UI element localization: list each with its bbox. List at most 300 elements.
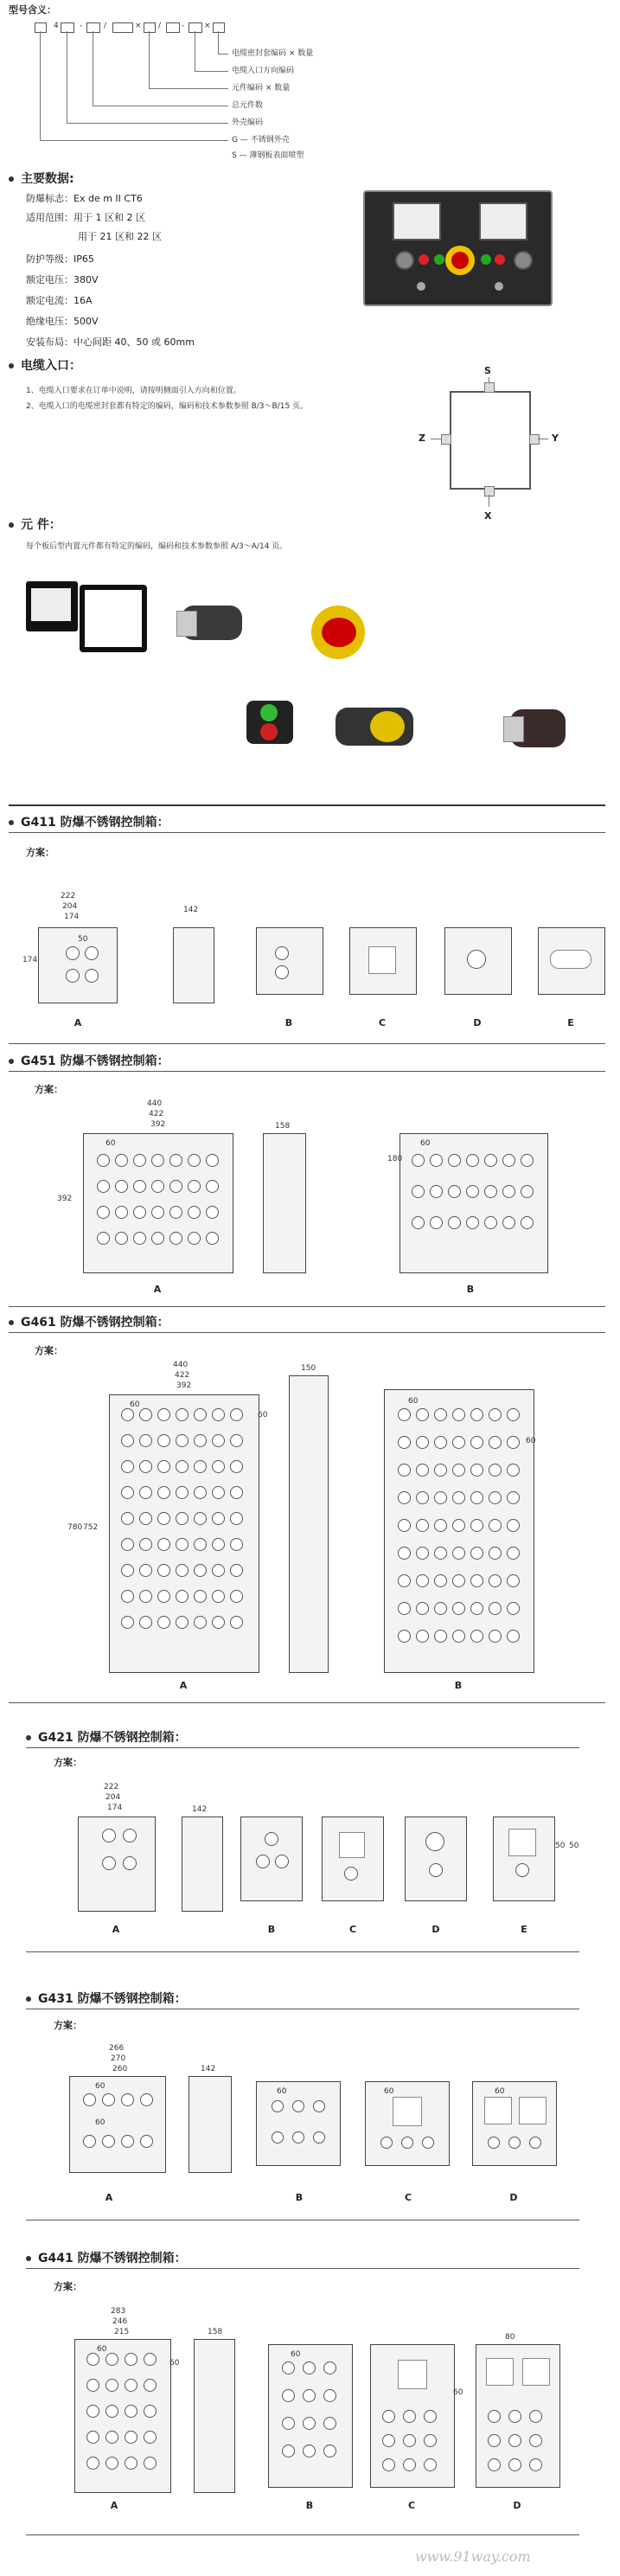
- g441-a-component-hole: [125, 2405, 137, 2418]
- g441-a-component-hole: [144, 2431, 157, 2444]
- g431-label-d: D: [509, 2192, 518, 2203]
- g451-a-component-hole: [169, 1232, 182, 1245]
- g461-a-component-hole: [139, 1590, 152, 1603]
- g461-b-component-hole: [434, 1547, 447, 1560]
- g461-b-component-hole: [416, 1547, 429, 1560]
- g461-a-component-hole: [176, 1460, 189, 1473]
- g461-b-component-hole: [452, 1436, 465, 1449]
- g461-label-b: B: [454, 1680, 463, 1691]
- g461-b-component-hole: [398, 1602, 411, 1615]
- watermark: www.91way.com: [415, 2548, 531, 2565]
- model-line-6: G — 不锈钢外壳: [232, 136, 290, 144]
- main-data-heading: 主要数据:: [9, 170, 74, 187]
- g441-label-b: B: [305, 2500, 314, 2511]
- spec-row-5: 额定电压：380V: [26, 274, 99, 285]
- yellow-button-photo: [336, 708, 413, 746]
- g461-a-component-hole: [157, 1538, 170, 1551]
- spec-row-3: 用于 21 区和 22 区: [78, 231, 162, 242]
- g441-c-component-hole: [424, 2434, 437, 2447]
- spec-row-7: 绝缘电压：500V: [26, 316, 99, 327]
- g441-b-component-hole: [282, 2417, 295, 2430]
- model-line-3: 元件编码 × 数量: [232, 84, 291, 93]
- g441-c-component-hole: [382, 2434, 395, 2447]
- g441-a-component-hole: [144, 2457, 157, 2470]
- g431-a-component-hole: [102, 2135, 115, 2148]
- g461-b-component-hole: [489, 1436, 502, 1449]
- g411-label-a: A: [74, 1017, 82, 1028]
- g461-a-component-hole: [230, 1564, 243, 1577]
- g441-d-component-hole: [529, 2434, 542, 2447]
- g461-a-component-hole: [230, 1590, 243, 1603]
- g461-b-component-hole: [489, 1574, 502, 1587]
- g461-b-component-hole: [398, 1464, 411, 1477]
- voltmeter-meter: [479, 202, 527, 240]
- g451-a-component-hole: [115, 1206, 128, 1219]
- g461-b-component-hole: [470, 1464, 483, 1477]
- g451-b-component-hole: [484, 1185, 497, 1198]
- g461-b-component-hole: [434, 1519, 447, 1532]
- g441-a-component-hole: [125, 2457, 137, 2470]
- g421-label-d: D: [431, 1924, 440, 1935]
- components-heading: 元 件：: [9, 516, 61, 533]
- model-meaning-title: 型号含义：: [9, 4, 56, 16]
- g441-c-component-hole: [403, 2434, 416, 2447]
- g461-b-component-hole: [416, 1436, 429, 1449]
- red-button-icon: [495, 254, 505, 265]
- g441-label-d: D: [513, 2500, 521, 2511]
- g441-b-component-hole: [303, 2417, 316, 2430]
- g451-b-component-hole: [502, 1154, 515, 1167]
- green-lamp-icon: [434, 254, 444, 265]
- g461-b-component-hole: [398, 1436, 411, 1449]
- spec-row-2: 适用范围：用于 1 区和 2 区: [26, 212, 145, 223]
- model-line-2: 电缆入口方向编码: [232, 67, 295, 75]
- g441-a-component-hole: [125, 2353, 137, 2366]
- g441-a-component-hole: [105, 2431, 118, 2444]
- g461-a-component-hole: [139, 1538, 152, 1551]
- g461-b-component-hole: [470, 1436, 483, 1449]
- g451-a-component-hole: [206, 1154, 219, 1167]
- g461-a-component-hole: [176, 1538, 189, 1551]
- g411-label-e: E: [567, 1017, 574, 1028]
- g461-a-component-hole: [121, 1512, 134, 1525]
- g431-plan-label: 方案：: [54, 2020, 82, 2031]
- g461-a-component-hole: [194, 1564, 207, 1577]
- g451-a-component-hole: [151, 1154, 164, 1167]
- g451-b-component-hole: [502, 1216, 515, 1229]
- g461-a-component-hole: [157, 1486, 170, 1499]
- g451-a-component-hole: [133, 1206, 146, 1219]
- g451-a-component-hole: [206, 1232, 219, 1245]
- g441-d-component-hole: [508, 2434, 521, 2447]
- g461-b-component-hole: [507, 1436, 520, 1449]
- g451-b-component-hole: [430, 1185, 443, 1198]
- g441-d-component-hole: [508, 2410, 521, 2423]
- g461-b-component-hole: [398, 1574, 411, 1587]
- g451-a-component-hole: [151, 1180, 164, 1193]
- g461-b-component-hole: [416, 1464, 429, 1477]
- g451-b-component-hole: [466, 1216, 479, 1229]
- g441-c-component-hole: [403, 2410, 416, 2423]
- g461-a-component-hole: [176, 1590, 189, 1603]
- g461-b-component-hole: [452, 1574, 465, 1587]
- g441-c-component-hole: [424, 2458, 437, 2471]
- g461-a-component-hole: [194, 1460, 207, 1473]
- g461-b-component-hole: [507, 1491, 520, 1504]
- g451-a-component-hole: [188, 1206, 201, 1219]
- g411-plan-label: 方案：: [26, 847, 54, 858]
- frame-photo: [80, 585, 147, 652]
- g461-b-component-hole: [507, 1519, 520, 1532]
- g461-a-component-hole: [176, 1564, 189, 1577]
- g461-b-component-hole: [398, 1547, 411, 1560]
- g451-b-component-hole: [430, 1154, 443, 1167]
- g441-c-component-hole: [382, 2410, 395, 2423]
- g441-c-component-hole: [424, 2410, 437, 2423]
- g441-d-component-hole: [529, 2458, 542, 2471]
- g451-a-component-hole: [151, 1206, 164, 1219]
- components-desc: 每个板后型内置元件都有特定的编码，编码和技术参数参照 A/3～A/14 页。: [26, 542, 288, 551]
- g441-b-component-hole: [282, 2361, 295, 2374]
- double-button-photo: [246, 701, 293, 744]
- g461-a-component-hole: [194, 1616, 207, 1629]
- g461-b-component-hole: [507, 1630, 520, 1643]
- g461-a-component-hole: [157, 1408, 170, 1421]
- g441-d-component-hole: [508, 2458, 521, 2471]
- model-line-1: 电缆密封套编码 × 数量: [232, 49, 314, 58]
- g461-b-component-hole: [470, 1519, 483, 1532]
- g451-b-component-hole: [448, 1216, 461, 1229]
- g461-b-component-hole: [489, 1408, 502, 1421]
- g461-a-component-hole: [230, 1512, 243, 1525]
- cable-entry-line-2: 2、电缆入口的电缆密封套都有特定的编码，编码和技术参数参照 B/3～B/15 页。: [26, 402, 309, 411]
- g451-a-component-hole: [206, 1206, 219, 1219]
- g461-b-component-hole: [434, 1574, 447, 1587]
- g461-b-component-hole: [398, 1630, 411, 1643]
- g431-a-component-hole: [83, 2135, 96, 2148]
- g411-label-c: C: [378, 1017, 387, 1028]
- g451-a-component-hole: [97, 1154, 110, 1167]
- g411-label-b: B: [284, 1017, 293, 1028]
- g461-a-component-hole: [176, 1408, 189, 1421]
- g461-a-component-hole: [194, 1512, 207, 1525]
- g461-b-component-hole: [434, 1491, 447, 1504]
- g461-b-component-hole: [452, 1547, 465, 1560]
- g451-b-component-hole: [502, 1185, 515, 1198]
- g441-b-component-hole: [303, 2361, 316, 2374]
- g431-label-c: C: [404, 2192, 412, 2203]
- g461-a-component-hole: [230, 1460, 243, 1473]
- g441-a-component-hole: [105, 2457, 118, 2470]
- g461-b-component-hole: [470, 1491, 483, 1504]
- g461-a-component-hole: [194, 1486, 207, 1499]
- g451-a-component-hole: [151, 1232, 164, 1245]
- g451-a-component-hole: [206, 1180, 219, 1193]
- g461-b-component-hole: [452, 1408, 465, 1421]
- spec-row-1: 防爆标志：Ex de m II CT6: [26, 193, 143, 204]
- g461-a-component-hole: [139, 1434, 152, 1447]
- g461-b-component-hole: [434, 1602, 447, 1615]
- g431-a-component-hole: [121, 2135, 134, 2148]
- g451-a-component-hole: [115, 1180, 128, 1193]
- g441-a-component-hole: [86, 2431, 99, 2444]
- g451-a-component-hole: [188, 1154, 201, 1167]
- g441-b-component-hole: [303, 2389, 316, 2402]
- ammeter-meter: [393, 202, 441, 240]
- g421-label-b: B: [267, 1924, 276, 1935]
- g441-b-component-hole: [282, 2445, 295, 2457]
- g461-a-component-hole: [212, 1434, 225, 1447]
- g441-b-component-hole: [323, 2361, 336, 2374]
- g461-b-component-hole: [489, 1630, 502, 1643]
- g461-a-component-hole: [194, 1590, 207, 1603]
- g461-a-component-hole: [121, 1538, 134, 1551]
- g461-b-component-hole: [470, 1408, 483, 1421]
- g441-b-component-hole: [282, 2389, 295, 2402]
- g461-a-component-hole: [230, 1434, 243, 1447]
- g461-b-component-hole: [507, 1408, 520, 1421]
- g421-heading: G421 防爆不锈钢控制箱：: [26, 1728, 187, 1746]
- g461-a-component-hole: [139, 1486, 152, 1499]
- g461-a-component-hole: [139, 1408, 152, 1421]
- g461-a-component-hole: [212, 1512, 225, 1525]
- g461-b-component-hole: [416, 1602, 429, 1615]
- g441-c-component-hole: [382, 2458, 395, 2471]
- g461-b-component-hole: [507, 1547, 520, 1560]
- g461-b-component-hole: [452, 1630, 465, 1643]
- g461-a-component-hole: [121, 1434, 134, 1447]
- g461-label-a: A: [179, 1680, 188, 1691]
- g441-label-a: A: [110, 2500, 118, 2511]
- g451-a-component-hole: [115, 1154, 128, 1167]
- g441-a-component-hole: [105, 2353, 118, 2366]
- dir-y-label: Y: [552, 433, 559, 444]
- g461-b-component-hole: [398, 1408, 411, 1421]
- g431-label-b: B: [295, 2192, 304, 2203]
- g461-a-component-hole: [157, 1616, 170, 1629]
- g461-b-component-hole: [416, 1491, 429, 1504]
- g461-a-component-hole: [230, 1408, 243, 1421]
- g461-b-component-hole: [434, 1464, 447, 1477]
- spec-row-6: 额定电流：16A: [26, 295, 93, 306]
- g451-b-component-hole: [521, 1216, 534, 1229]
- g451-a-component-hole: [133, 1180, 146, 1193]
- g431-heading: G431 防爆不锈钢控制箱：: [26, 1990, 187, 2007]
- g461-b-component-hole: [452, 1602, 465, 1615]
- dir-s-label: S: [484, 365, 491, 376]
- g461-a-component-hole: [230, 1616, 243, 1629]
- g461-a-component-hole: [176, 1512, 189, 1525]
- g461-b-component-hole: [507, 1602, 520, 1615]
- g441-a-component-hole: [125, 2379, 137, 2392]
- g461-a-component-hole: [212, 1538, 225, 1551]
- g411-heading: G411 防爆不锈钢控制箱：: [9, 813, 169, 830]
- g421-label-e: E: [521, 1924, 527, 1935]
- g431-a-component-hole: [140, 2093, 153, 2106]
- meter-photo: [26, 581, 78, 631]
- g461-a-component-hole: [194, 1538, 207, 1551]
- g441-a-component-hole: [86, 2379, 99, 2392]
- g451-b-component-hole: [412, 1185, 425, 1198]
- g461-b-component-hole: [452, 1464, 465, 1477]
- g451-a-component-hole: [188, 1180, 201, 1193]
- g451-b-component-hole: [484, 1216, 497, 1229]
- g461-heading: G461 防爆不锈钢控制箱：: [9, 1313, 169, 1330]
- control-panel-photo: [363, 190, 553, 306]
- g461-b-component-hole: [489, 1547, 502, 1560]
- g461-a-component-hole: [176, 1616, 189, 1629]
- red-lamp-icon: [419, 254, 429, 265]
- g441-a-component-hole: [144, 2405, 157, 2418]
- spec-row-4: 防护等级：IP65: [26, 253, 94, 265]
- g441-d-component-hole: [488, 2434, 501, 2447]
- g451-b-component-hole: [466, 1154, 479, 1167]
- g461-b-component-hole: [398, 1519, 411, 1532]
- g451-b-component-hole: [521, 1185, 534, 1198]
- g441-b-component-hole: [303, 2445, 316, 2457]
- g451-a-component-hole: [133, 1154, 146, 1167]
- g441-plan-label: 方案：: [54, 2281, 82, 2292]
- g451-b-component-hole: [521, 1154, 534, 1167]
- g451-b-component-hole: [466, 1185, 479, 1198]
- g461-a-component-hole: [157, 1460, 170, 1473]
- g461-a-component-hole: [176, 1486, 189, 1499]
- g421-label-c: C: [348, 1924, 357, 1935]
- g461-b-component-hole: [489, 1602, 502, 1615]
- g461-a-component-hole: [212, 1408, 225, 1421]
- g461-a-component-hole: [121, 1590, 134, 1603]
- g461-a-component-hole: [230, 1486, 243, 1499]
- g461-a-component-hole: [121, 1616, 134, 1629]
- g441-a-component-hole: [144, 2353, 157, 2366]
- g411-label-d: D: [473, 1017, 482, 1028]
- g461-b-component-hole: [398, 1491, 411, 1504]
- g461-b-component-hole: [434, 1436, 447, 1449]
- g461-a-component-hole: [157, 1434, 170, 1447]
- g431-a-component-hole: [83, 2093, 96, 2106]
- g461-b-component-hole: [416, 1574, 429, 1587]
- g441-b-component-hole: [323, 2417, 336, 2430]
- green-button-icon: [481, 254, 491, 265]
- g461-b-component-hole: [416, 1630, 429, 1643]
- g461-a-component-hole: [230, 1538, 243, 1551]
- g441-a-component-hole: [125, 2431, 137, 2444]
- g451-heading: G451 防爆不锈钢控制箱：: [9, 1052, 169, 1069]
- dir-x-label: X: [484, 510, 492, 522]
- g461-a-component-hole: [157, 1564, 170, 1577]
- g461-b-component-hole: [507, 1464, 520, 1477]
- g451-b-component-hole: [448, 1185, 461, 1198]
- g461-b-component-hole: [452, 1491, 465, 1504]
- g451-b-component-hole: [412, 1154, 425, 1167]
- g461-b-component-hole: [470, 1574, 483, 1587]
- g451-a-component-hole: [97, 1206, 110, 1219]
- g441-d-component-hole: [529, 2410, 542, 2423]
- emergency-stop-icon: [445, 246, 475, 275]
- g441-a-component-hole: [86, 2405, 99, 2418]
- model-line-7: S — 薄钢板表面喷塑: [232, 151, 304, 160]
- g431-a-component-hole: [121, 2093, 134, 2106]
- g441-a-component-hole: [86, 2353, 99, 2366]
- g421-plan-label: 方案：: [54, 1757, 82, 1768]
- g451-a-component-hole: [169, 1154, 182, 1167]
- g461-a-component-hole: [139, 1512, 152, 1525]
- g451-a-component-hole: [169, 1180, 182, 1193]
- g461-b-component-hole: [416, 1519, 429, 1532]
- g451-a-component-hole: [97, 1180, 110, 1193]
- g451-a-component-hole: [115, 1232, 128, 1245]
- g461-b-component-hole: [470, 1602, 483, 1615]
- knob-switch-photo: [182, 606, 242, 640]
- g461-a-component-hole: [212, 1460, 225, 1473]
- g461-a-component-hole: [212, 1590, 225, 1603]
- g461-a-component-hole: [157, 1590, 170, 1603]
- g461-a-component-hole: [139, 1564, 152, 1577]
- g461-a-component-hole: [121, 1460, 134, 1473]
- g451-a-component-hole: [169, 1206, 182, 1219]
- g431-label-a: A: [105, 2192, 113, 2203]
- g441-d-component-hole: [488, 2458, 501, 2471]
- g461-a-component-hole: [194, 1434, 207, 1447]
- g461-a-component-hole: [139, 1616, 152, 1629]
- model-line-5: 外壳编码: [232, 119, 264, 127]
- g441-heading: G441 防爆不锈钢控制箱：: [26, 2249, 187, 2266]
- mushroom-button-photo: [510, 709, 566, 747]
- g441-a-component-hole: [105, 2405, 118, 2418]
- g461-b-component-hole: [489, 1519, 502, 1532]
- g451-a-component-hole: [188, 1232, 201, 1245]
- g441-d-component-hole: [488, 2410, 501, 2423]
- g431-a-component-hole: [102, 2093, 115, 2106]
- g441-label-c: C: [407, 2500, 416, 2511]
- g451-a-component-hole: [97, 1232, 110, 1245]
- g461-b-component-hole: [489, 1464, 502, 1477]
- g441-a-component-hole: [144, 2379, 157, 2392]
- g461-a-component-hole: [157, 1512, 170, 1525]
- g461-b-component-hole: [434, 1408, 447, 1421]
- cable-entry-heading: 电缆入口：: [9, 356, 81, 374]
- g461-b-component-hole: [470, 1547, 483, 1560]
- g461-a-component-hole: [121, 1564, 134, 1577]
- g461-a-component-hole: [212, 1616, 225, 1629]
- g441-b-component-hole: [323, 2445, 336, 2457]
- g441-c-component-hole: [403, 2458, 416, 2471]
- g421-label-a: A: [112, 1924, 120, 1935]
- selector-knob-icon: [395, 251, 414, 270]
- g461-b-component-hole: [489, 1491, 502, 1504]
- g451-label-a: A: [153, 1284, 162, 1295]
- switch-knob-icon: [514, 251, 533, 270]
- g461-b-component-hole: [452, 1519, 465, 1532]
- g451-b-component-hole: [412, 1216, 425, 1229]
- g441-b-component-hole: [323, 2389, 336, 2402]
- g441-a-component-hole: [86, 2457, 99, 2470]
- model-line-4: 总元件数: [232, 101, 264, 110]
- g451-b-component-hole: [448, 1154, 461, 1167]
- g441-a-component-hole: [105, 2379, 118, 2392]
- g451-a-component-hole: [133, 1232, 146, 1245]
- g461-b-component-hole: [434, 1630, 447, 1643]
- g461-a-component-hole: [194, 1408, 207, 1421]
- g461-a-component-hole: [139, 1460, 152, 1473]
- g451-label-b: B: [466, 1284, 475, 1295]
- dir-z-label: Z: [419, 433, 425, 444]
- g461-a-component-hole: [176, 1434, 189, 1447]
- g461-b-component-hole: [470, 1630, 483, 1643]
- g461-a-component-hole: [121, 1486, 134, 1499]
- g461-a-component-hole: [121, 1408, 134, 1421]
- g451-b-component-hole: [430, 1216, 443, 1229]
